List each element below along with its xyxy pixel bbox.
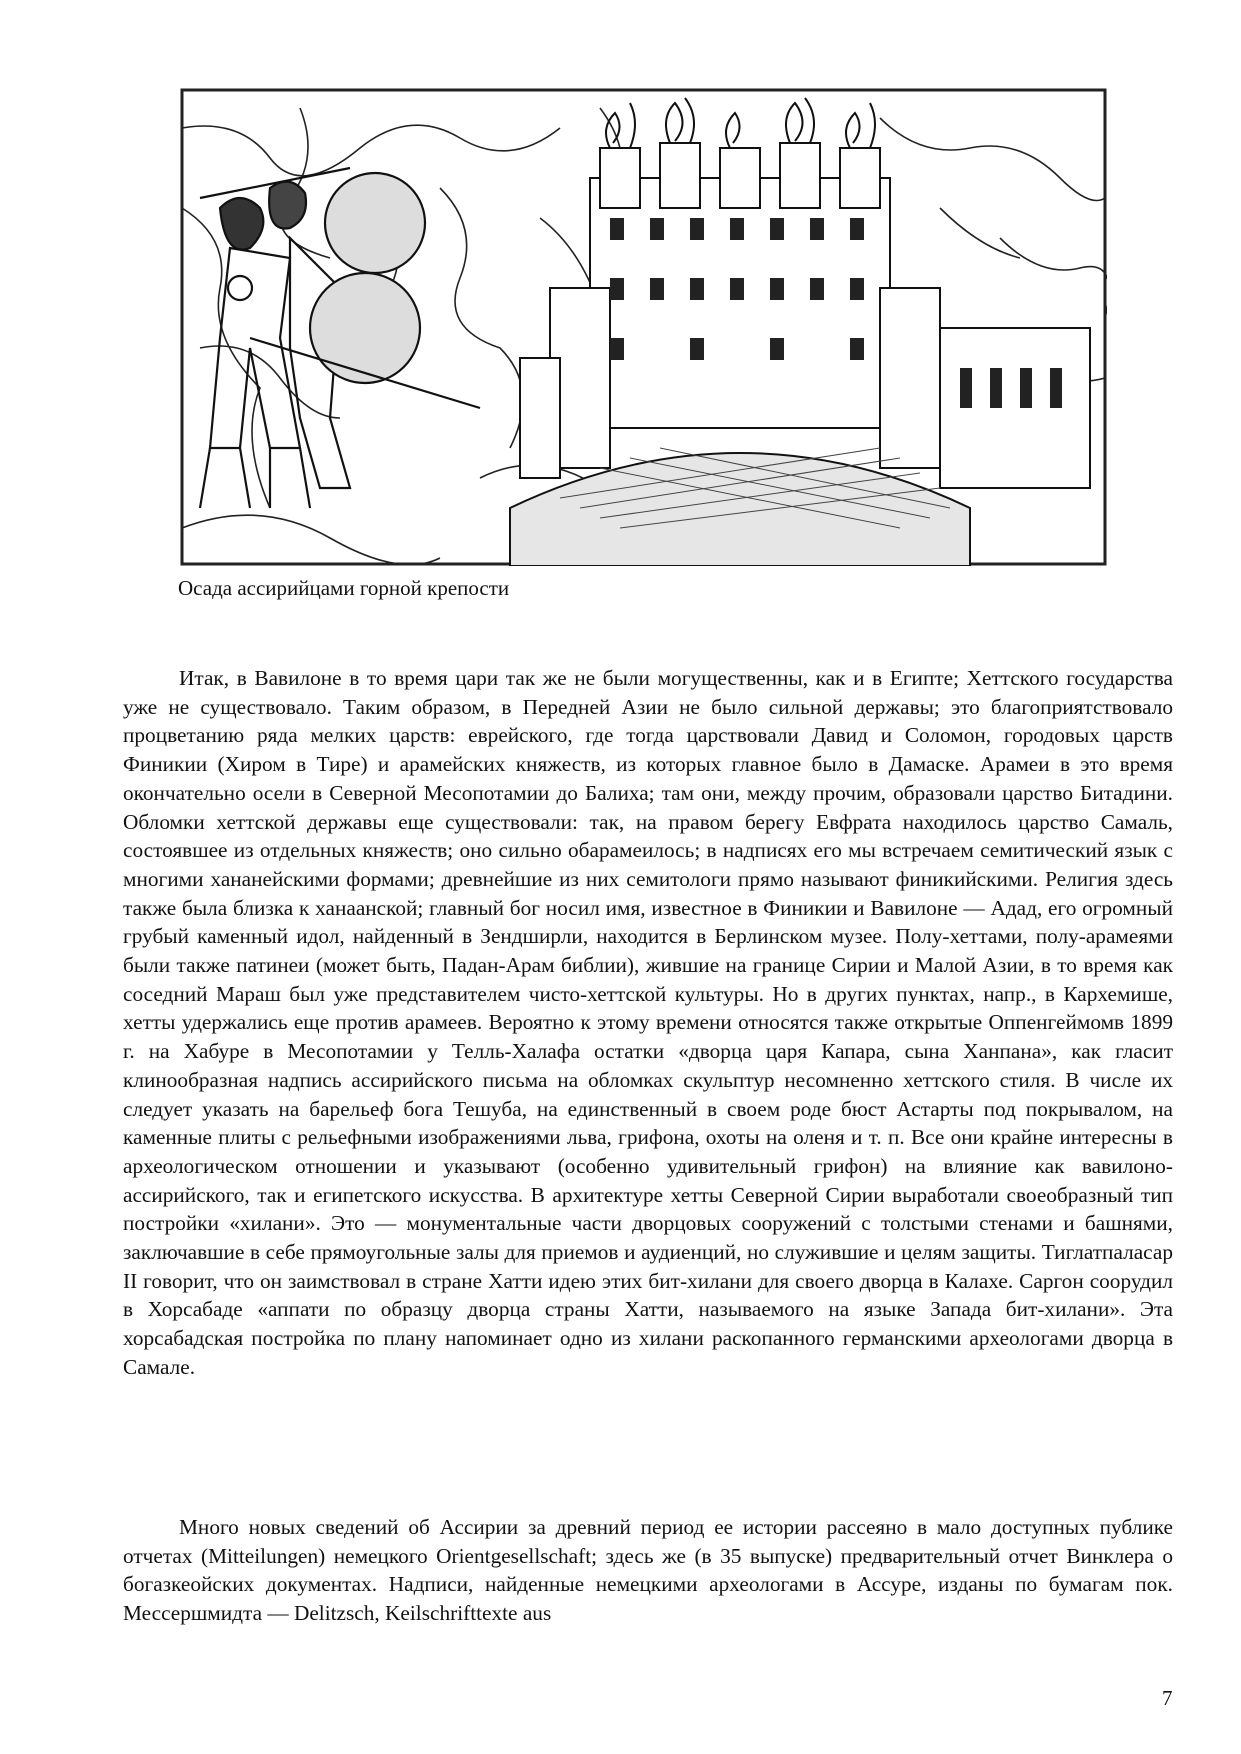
siege-drawing (180, 88, 1107, 566)
page-number: 7 (1162, 1686, 1173, 1710)
paragraph-text: Итак, в Вавилоне в то время цари так же не были могущественны, как и в Египте; Хеттского государства уже не существовало. Таким образом, в Передней Азии не было сильной державы; это благоприятствовало процветанию ряда мелких царств: еврейского, где тогда царствовали Давид и Соломон, городовых царств Финикии (Хиром в Тире) и арамейских княжеств, из которых главное было в Дамаске. Арамеи в это время окончательно осели в Северной Месопотамии до Балиха; там они, между прочим, образовали царство Битадини. Обломки хеттской державы еще существовали: так, на правом берегу Евфрата находилось царство Самаль, состоявшее из отдельных княжеств; оно сильно обарамеилось; в надписях его мы встречаем семитический язык с многими хананейскими формами; древнейшие из них семитологи прямо называют финикийскими. Религия здесь также была близка к ханаанской; главный бог носил имя, известное в Финикии и Вавилоне — Адад, его огромный грубый каменный идол, найденный в Зендширли, находится в Берлинском музее. Полу-хеттами, полу-арамеями были также патинеи (может быть, Падан-Арам библии), жившие на границе Сирии и Малой Азии, в то время как соседний Мараш был уже представителем чисто-хеттской культуры. Но в других пунктах, напр., в Кархемише, хетты удержались еще против арамеев. Вероятно к этому времени относятся также открытые Оппенгеймомв 1899 г. на Хабуре в Месопотамии у Телль-Халафа остатки «дворца царя Капара, сына Ханпана», как гласит клинообразная надпись ассирийского письма на обломках скульптур несомненно хеттского стиля. В числе их следует указать на барельеф бога Тешуба, на единственный в своем роде бюст Астарты под покрывалом, на каменные плиты с рельефными изображениями льва, грифона, охоты на оленя и т. п. Все они крайне интересны в археологическом отношении и указывают (особенно удивительный грифон) на влияние как вавилоно-ассирийского, так и египетского искусства. В архитектуре хетты Северной Сирии выработали своеобразный тип постройки «хилани». Это — монументальные части дворцовых сооружений с толстыми стенами и башнями, заключавшие в себе прямоугольные залы для приемов и аудиенций, но служившие и целям защиты. Тиглатпаласар II говорит, что он заимствовал в стране Хатти идею этих бит-хилани для своего дворца в Калахе. Саргон соорудил в Хорсабаде «аппати по образцу дворца страны Хатти, называемого на языке Запада бит-хилани». Эта хорсабадская постройка по плану напоминает одно из хилани раскопанного германскими археологами дворца в Самале. (123, 666, 1173, 1379)
paragraph-text: Много новых сведений об Ассирии за древний период ее истории рассеяно в мало доступных публике отчетах (Mitteilungen) немецкого Orientgesellschaft; здесь же (в 35 выпуске) предварительный отчет Винклера о богазкеойских документах. Надписи, найденные немецкими археологами в Ассуре, изданы по бумагам пок. Мессершмидта — Delitzsch, Keilschrifttexte aus (123, 1515, 1173, 1626)
siege-illustration (180, 88, 1107, 566)
figure-caption: Осада ассирийцами горной крепости (178, 576, 510, 600)
paragraph-2 (123, 1513, 1173, 1628)
paragraph-1 (123, 664, 1173, 1382)
